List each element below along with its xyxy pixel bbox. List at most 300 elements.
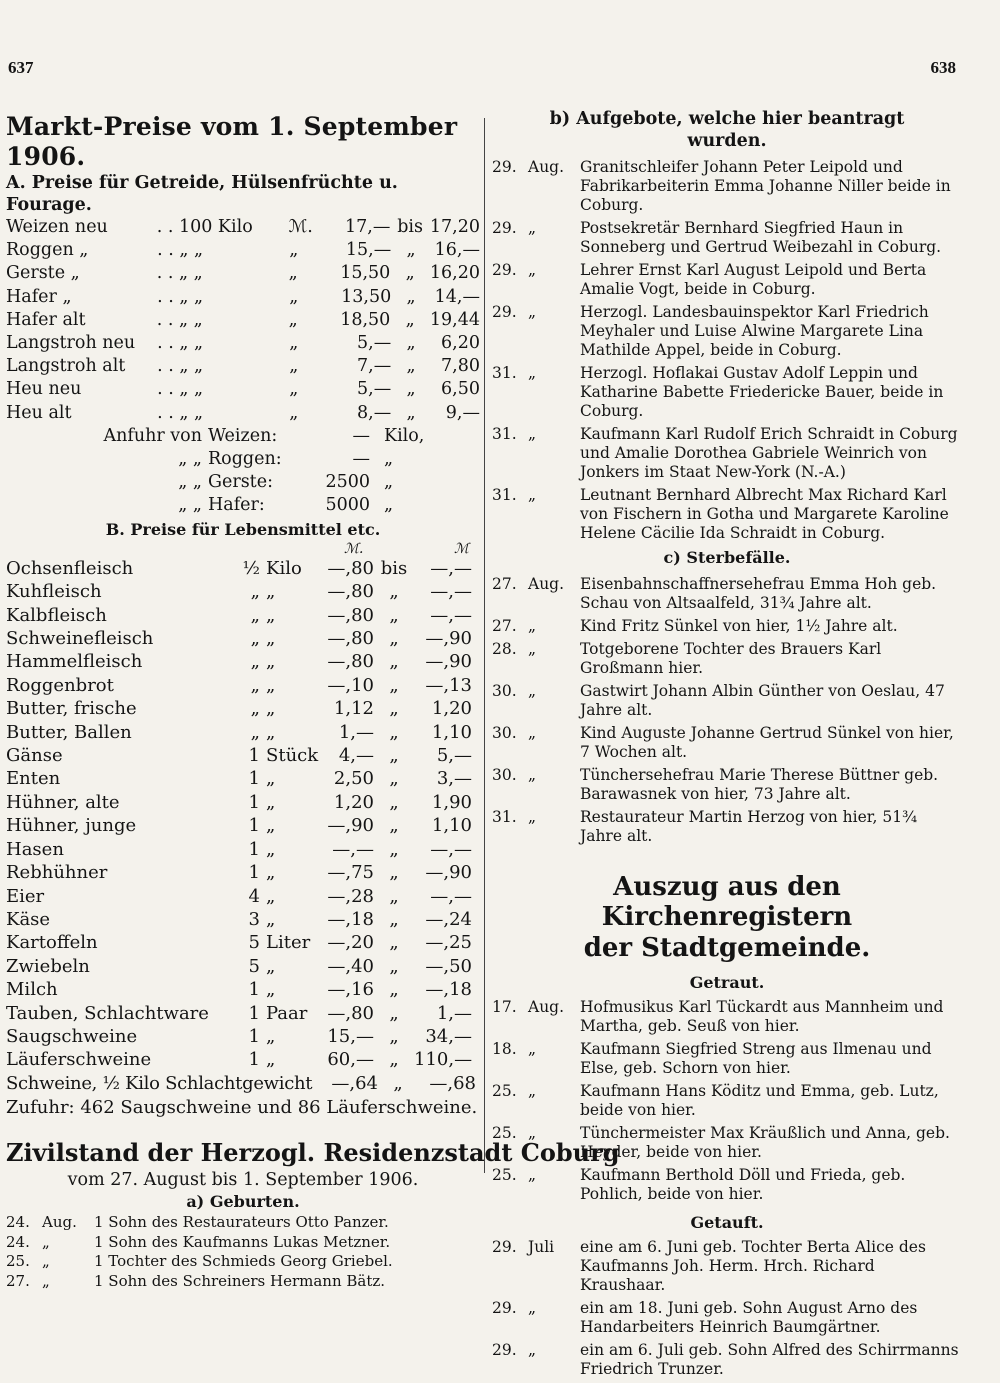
entry-month: Aug. — [42, 1213, 77, 1232]
entry-day: 29. — [492, 158, 517, 176]
baptism-entry — [492, 1341, 962, 1379]
grain-name: Hafer „ — [6, 286, 72, 307]
delivery-row — [6, 494, 480, 517]
entry-day: 28. — [492, 640, 517, 658]
marriage-entry — [492, 1124, 962, 1162]
food-unit: „ — [266, 862, 276, 884]
price-range-sep: „ — [406, 286, 416, 307]
entry-text: Totgeborene Tochter des Brauers Karl Großmann hier. — [580, 640, 882, 677]
church-excerpt-subtitle: der Stadtgemeinde. — [583, 933, 871, 963]
food-quantity: 1 — [248, 745, 260, 767]
currency-mark: „ — [288, 263, 298, 284]
price-low: 1,— — [338, 721, 374, 743]
food-row — [6, 838, 480, 861]
entry-day: 25. — [6, 1252, 30, 1271]
banns-entry — [492, 425, 962, 482]
food-unit: „ — [266, 1025, 276, 1047]
grain-quantity: . . „ „ — [157, 333, 204, 354]
death-entry — [492, 617, 962, 636]
price-range-sep: „ — [389, 979, 399, 1001]
price-range-sep: „ — [406, 333, 416, 354]
entry-month: „ — [528, 766, 537, 784]
food-unit: „ — [266, 955, 276, 977]
price-range-sep: „ — [389, 604, 399, 626]
food-name: Ochsenfleisch — [6, 557, 134, 579]
price-range-sep: „ — [389, 791, 399, 813]
grain-name: Gerste „ — [6, 263, 80, 284]
entry-day: 31. — [492, 425, 517, 443]
entry-day: 30. — [492, 766, 517, 784]
food-quantity: 1 — [248, 768, 260, 790]
right-column — [492, 108, 962, 1383]
grain-row — [6, 355, 480, 378]
marriages-heading: Getraut. — [689, 973, 765, 992]
banns-entry — [492, 219, 962, 257]
entry-text: Restaurateur Martin Herzog von hier, 51¾ Jahre alt. — [580, 808, 918, 845]
price-range-sep: „ — [389, 838, 399, 860]
food-unit: „ — [266, 698, 276, 720]
grain-quantity: . . „ „ — [157, 240, 204, 261]
price-range-sep: „ — [389, 674, 399, 696]
food-unit: „ — [266, 885, 276, 907]
price-range-sep: „ — [389, 651, 399, 673]
price-high: 1,10 — [431, 815, 472, 837]
food-row — [6, 978, 480, 1001]
price-low: —,80 — [327, 581, 374, 603]
price-high: 1,10 — [431, 721, 472, 743]
currency-mark: „ — [289, 356, 299, 377]
entry-month: „ — [528, 682, 537, 700]
entry-day: 29. — [492, 303, 517, 321]
banns-entry — [492, 303, 962, 360]
food-quantity: 1 — [248, 979, 260, 1001]
entry-month: „ — [42, 1232, 50, 1251]
food-row — [6, 604, 480, 627]
entry-month: „ — [528, 1166, 537, 1184]
food-name: Schweine, ½ Kilo Schlachtgewicht — [6, 1072, 313, 1094]
food-unit: „ — [266, 815, 276, 837]
food-quantity: 5 — [248, 955, 260, 977]
grain-row — [6, 378, 480, 401]
food-quantity: „ — [250, 581, 260, 603]
grain-row — [6, 286, 480, 309]
entry-month: „ — [528, 1299, 537, 1317]
price-high: 19,44 — [429, 309, 480, 330]
price-range-sep: „ — [406, 402, 416, 423]
price-high: —,— — [430, 557, 472, 579]
price-range-sep: „ — [393, 1072, 403, 1094]
food-quantity: „ — [250, 674, 260, 696]
entry-text: Kind Auguste Johanne Gertrud Sünkel von hier, 7 Wochen alt. — [580, 724, 954, 761]
food-name: Zwiebeln — [6, 955, 90, 977]
price-range-sep: „ — [406, 356, 416, 377]
price-low: —,80 — [327, 651, 374, 673]
entry-day: 25. — [492, 1166, 517, 1184]
food-row — [6, 885, 480, 908]
price-high: 1,20 — [431, 698, 472, 720]
grain-quantity: . . „ „ — [157, 356, 204, 377]
entry-day: 30. — [492, 724, 517, 742]
price-high: —,25 — [425, 932, 472, 954]
entry-text: Lehrer Ernst Karl August Leipold und Berta Amalie Vogt, beide in Coburg. — [580, 261, 927, 298]
food-row — [6, 814, 480, 837]
entry-day: 31. — [492, 486, 517, 504]
death-entry — [492, 682, 962, 720]
price-range-sep: „ — [389, 721, 399, 743]
grain-name: Hafer alt — [6, 309, 86, 330]
grain-price-list — [6, 216, 480, 425]
entry-text: Kaufmann Hans Köditz und Emma, geb. Lutz, beide von hier. — [580, 1082, 939, 1119]
entry-month: „ — [528, 808, 537, 826]
grain-name: Weizen neu — [6, 217, 108, 237]
grain-quantity: . . „ „ — [157, 286, 204, 307]
price-high: —,90 — [425, 862, 472, 884]
price-high: 16,— — [434, 240, 480, 261]
entry-text: Postsekretär Bernhard Siegfried Haun in Sonneberg und Gertrud Weibezahl in Coburg. — [580, 219, 942, 256]
grain-row — [6, 402, 480, 425]
entry-text: Granitschleifer Johann Peter Leipold und Fabrikarbeiterin Emma Johanne Niller beide in Coburg. — [580, 158, 951, 214]
entry-text: Kaufmann Siegfried Streng aus Ilmenau und Else, geb. Schorn von hier. — [580, 1040, 932, 1077]
food-row — [6, 1002, 480, 1025]
food-unit: „ — [266, 721, 276, 743]
marriage-entry — [492, 998, 962, 1036]
entry-text: Herzogl. Landesbauinspektor Karl Friedrich Meyhaler und Luise Alwine Margarete Lina Mathilde Appel, beide in Coburg. — [580, 303, 929, 359]
food-row — [6, 908, 480, 931]
marriage-entry — [492, 1166, 962, 1204]
grain-quantity: . . „ „ — [157, 379, 204, 400]
delivery-item: Weizen: — [208, 425, 278, 446]
entry-day: 27. — [6, 1271, 30, 1290]
price-low: —,90 — [327, 815, 374, 837]
entry-text: Herzogl. Hoflakai Gustav Adolf Leppin und Katharine Babette Friedericke Bauer, beide in Coburg. — [580, 364, 944, 420]
entry-text: 1 Sohn des Kaufmanns Lukas Metzner. — [94, 1232, 391, 1251]
entry-day: 25. — [492, 1124, 517, 1142]
food-row — [6, 955, 480, 978]
price-low: 60,— — [327, 1049, 374, 1071]
food-quantity: 1 — [248, 862, 260, 884]
currency-mark-b: ℳ — [454, 540, 469, 557]
entry-day: 29. — [492, 261, 517, 279]
entry-day: 25. — [492, 1082, 517, 1100]
entry-month: „ — [528, 261, 537, 279]
price-high: 17,20 — [429, 217, 480, 237]
food-row — [6, 627, 480, 650]
food-quantity: „ — [250, 604, 260, 626]
price-low: 8,— — [357, 402, 392, 423]
food-quantity: 1 — [248, 791, 260, 813]
baptisms-heading: Getauft. — [690, 1213, 764, 1232]
entry-month: Aug. — [528, 158, 565, 176]
food-name: Läuferschweine — [6, 1049, 152, 1071]
entry-text: Leutnant Bernhard Albrecht Max Richard Karl von Fischern in Gotha und Margarete Karoline Helene Cäcilie Ida Schraidt in Coburg. — [580, 486, 949, 542]
price-high: —,90 — [425, 651, 472, 673]
price-range-sep: „ — [389, 1002, 399, 1024]
food-name: Rebhühner — [6, 862, 108, 884]
banns-entry — [492, 158, 962, 215]
entry-text: Hofmusikus Karl Tückardt aus Mannheim und Martha, geb. Seuß von hier. — [580, 998, 944, 1035]
food-quantity: 1 — [248, 1049, 260, 1071]
delivery-item: Roggen: — [208, 448, 282, 469]
entry-day: 31. — [492, 364, 517, 382]
price-low: 1,12 — [333, 698, 374, 720]
price-high: —,50 — [425, 955, 472, 977]
price-high: —,— — [430, 604, 472, 626]
food-row — [6, 557, 480, 580]
entry-month: „ — [528, 640, 537, 658]
price-range-sep: „ — [406, 379, 416, 400]
marriage-entry — [492, 1082, 962, 1120]
births-list — [6, 1213, 480, 1291]
food-quantity: 1 — [248, 838, 260, 860]
food-row — [6, 791, 480, 814]
price-low: 4,— — [338, 745, 374, 767]
civil-registry-range: vom 27. August bis 1. September 1906. — [67, 1170, 419, 1191]
currency-mark: ℳ. — [288, 217, 313, 237]
entry-month: „ — [528, 219, 537, 237]
grain-row — [6, 216, 480, 239]
food-row — [6, 767, 480, 790]
price-low: —,75 — [327, 862, 374, 884]
price-low: 2,50 — [333, 768, 374, 790]
price-low: 15,— — [327, 1025, 374, 1047]
delivery-row — [6, 448, 480, 471]
food-row — [6, 650, 480, 673]
food-name: Milch — [6, 979, 58, 1001]
food-unit: „ — [266, 674, 276, 696]
entry-month: „ — [528, 486, 537, 504]
food-unit: „ — [266, 1049, 276, 1071]
entry-month: Juli — [528, 1238, 555, 1256]
price-low: —,80 — [327, 557, 374, 579]
price-high: —,— — [430, 885, 472, 907]
entry-text: 1 Sohn des Restaurateurs Otto Panzer. — [94, 1213, 389, 1232]
entry-day: 24. — [6, 1213, 30, 1232]
grain-name: Roggen „ — [6, 240, 89, 261]
baptism-entry — [492, 1299, 962, 1337]
price-low: —,28 — [327, 885, 374, 907]
entry-text: Tünchermeister Max Kräußlich und Anna, geb. Heyder, beide von hier. — [580, 1124, 950, 1161]
entry-month: „ — [528, 724, 537, 742]
currency-mark: „ — [288, 309, 298, 330]
entry-day: 29. — [492, 1238, 517, 1256]
page-number-left: 637 — [8, 58, 34, 77]
price-low: 17,— — [344, 217, 391, 237]
entry-month: „ — [528, 303, 537, 321]
price-low: —,40 — [327, 955, 374, 977]
food-row — [6, 1072, 480, 1095]
food-name: Enten — [6, 768, 61, 790]
food-name: Butter, Ballen — [6, 721, 132, 743]
price-high: 1,— — [436, 1002, 472, 1024]
entry-text: ein am 18. Juni geb. Sohn August Arno des Handarbeiters Heinrich Baumgärtner. — [580, 1299, 918, 1336]
birth-entry — [6, 1233, 480, 1253]
entry-day: 27. — [492, 617, 517, 635]
price-range-sep: „ — [405, 263, 415, 284]
page-number-right: 638 — [930, 58, 956, 77]
food-name: Kartoffeln — [6, 932, 98, 954]
food-unit: Stück — [266, 745, 319, 767]
price-high: —,18 — [425, 979, 472, 1001]
supply-note: Zufuhr: 462 Saugschweine und 86 Läuferschweine. — [6, 1097, 478, 1119]
food-quantity: „ — [250, 628, 260, 650]
entry-month: „ — [528, 1124, 537, 1142]
entry-text: Kind Fritz Sünkel von hier, 1½ Jahre alt. — [580, 617, 898, 635]
price-range-sep: „ — [389, 1049, 399, 1071]
delivery-amount: 2500 — [325, 471, 370, 492]
price-range-sep: „ — [389, 1025, 399, 1047]
price-high: 9,— — [445, 402, 480, 423]
price-range-sep: „ — [389, 581, 399, 603]
food-quantity: 1 — [248, 1025, 260, 1047]
food-row — [6, 861, 480, 884]
price-high: 110,— — [414, 1049, 473, 1071]
food-unit: „ — [266, 791, 276, 813]
currency-mark-a: ℳ. — [344, 540, 364, 557]
food-unit: Kilo — [266, 557, 302, 579]
price-range-sep: „ — [389, 932, 399, 954]
price-low: 15,— — [345, 240, 392, 261]
banns-entry — [492, 364, 962, 421]
price-low: —,80 — [327, 604, 374, 626]
food-name: Kalbfleisch — [6, 604, 107, 626]
grain-quantity: . . 100 Kilo — [156, 217, 253, 237]
price-range-sep: „ — [389, 955, 399, 977]
death-entry — [492, 640, 962, 678]
grain-name: Langstroh neu — [6, 333, 136, 354]
grain-quantity: . . „ „ — [156, 263, 203, 284]
entry-text: ein am 6. Juli geb. Sohn Alfred des Schirrmanns Friedrich Trunzer. — [580, 1341, 959, 1378]
death-entry — [492, 575, 962, 613]
currency-marks — [6, 541, 480, 557]
column-divider — [484, 118, 485, 1173]
price-high: 14,— — [434, 286, 480, 307]
grain-row — [6, 332, 480, 355]
death-entry — [492, 808, 962, 846]
food-name: Eier — [6, 885, 45, 907]
price-range-sep: „ — [389, 885, 399, 907]
delivery-amount: — — [352, 425, 370, 446]
price-low: 7,— — [357, 356, 392, 377]
food-unit: „ — [266, 979, 276, 1001]
food-quantity: 1 — [248, 1002, 260, 1024]
delivery-list — [6, 425, 480, 517]
delivery-amount: — — [352, 448, 370, 469]
entry-text: Gastwirt Johann Albin Günther von Oeslau, 47 Jahre alt. — [580, 682, 945, 719]
price-range-sep: „ — [405, 309, 415, 330]
birth-entry — [6, 1252, 480, 1272]
food-price-list — [6, 557, 480, 1095]
food-unit: „ — [266, 581, 276, 603]
food-unit: „ — [266, 768, 276, 790]
food-name: Roggenbrot — [6, 674, 114, 696]
church-excerpt-title: Auszug aus den Kirchenregistern — [601, 872, 853, 932]
grain-quantity: . . „ „ — [156, 309, 203, 330]
deaths-list — [492, 575, 962, 846]
delivery-unit: „ — [384, 494, 394, 515]
grain-row — [6, 262, 480, 285]
price-low: —,— — [332, 838, 374, 860]
food-name: Hammelfleisch — [6, 651, 143, 673]
section-b-heading: B. Preise für Lebensmittel etc. — [105, 519, 381, 539]
price-low: —,80 — [327, 628, 374, 650]
entry-day: 30. — [492, 682, 517, 700]
entry-day: 29. — [492, 219, 517, 237]
price-high: 6,50 — [441, 379, 480, 400]
delivery-label: „ „ — [178, 448, 202, 469]
price-low: 5,— — [357, 333, 392, 354]
baptism-entry — [492, 1238, 962, 1295]
price-low: 1,20 — [333, 791, 374, 813]
entry-day: 31. — [492, 808, 517, 826]
price-range-sep: „ — [389, 815, 399, 837]
delivery-label: Anfuhr von — [103, 425, 202, 446]
entry-month: „ — [528, 425, 537, 443]
grain-name: Heu neu — [6, 379, 82, 400]
food-unit: „ — [266, 628, 276, 650]
price-range-sep: „ — [389, 862, 399, 884]
entry-text: 1 Sohn des Schreiners Hermann Bätz. — [94, 1271, 386, 1290]
entry-day: 24. — [6, 1232, 30, 1251]
market-prices-title: Markt-Preise vom 1. September 1906. — [6, 112, 458, 171]
food-quantity: 5 — [248, 932, 260, 954]
food-name: Tauben, Schlachtware — [6, 1002, 209, 1024]
price-low: —,18 — [327, 908, 374, 930]
currency-mark: „ — [289, 379, 299, 400]
entry-day: 18. — [492, 1040, 517, 1058]
food-name: Schweinefleisch — [6, 628, 154, 650]
marriages-list — [492, 998, 962, 1204]
currency-mark: „ — [289, 402, 299, 423]
food-name: Hühner, alte — [6, 791, 120, 813]
price-low: 5,— — [357, 379, 392, 400]
price-range-sep: „ — [389, 768, 399, 790]
price-low: —,10 — [327, 674, 374, 696]
price-high: —,— — [430, 581, 472, 603]
entry-month: „ — [42, 1271, 50, 1290]
delivery-row — [6, 471, 480, 494]
entry-day: 29. — [492, 1341, 517, 1359]
price-range-sep: „ — [389, 698, 399, 720]
food-unit: Liter — [266, 932, 311, 954]
price-high: 5,— — [436, 745, 472, 767]
food-quantity: „ — [250, 651, 260, 673]
entry-text: eine am 6. Juni geb. Tochter Berta Alice des Kaufmanns Joh. Herm. Hrch. Richard Kraushaar. — [580, 1238, 926, 1294]
death-entry — [492, 766, 962, 804]
aufgebote-heading: b) Aufgebote, welche hier beantragt wurden. — [549, 109, 905, 151]
food-name: Gänse — [6, 745, 63, 767]
price-high: —,90 — [425, 628, 472, 650]
price-high: 16,20 — [429, 263, 480, 284]
food-unit: Paar — [266, 1002, 308, 1024]
food-row — [6, 580, 480, 603]
food-quantity: 1 — [248, 815, 260, 837]
food-row — [6, 931, 480, 954]
entry-text: 1 Tochter des Schmieds Georg Griebel. — [94, 1252, 393, 1271]
price-high: 34,— — [425, 1025, 472, 1047]
food-row — [6, 697, 480, 720]
grain-name: Heu alt — [6, 402, 72, 423]
price-high: 1,90 — [431, 791, 472, 813]
food-unit: „ — [266, 651, 276, 673]
currency-mark: „ — [289, 240, 299, 261]
food-quantity: „ — [250, 698, 260, 720]
entry-day: 29. — [492, 1299, 517, 1317]
grain-quantity: . . „ „ — [157, 402, 204, 423]
delivery-label: „ „ — [178, 494, 202, 515]
food-name: Hühner, junge — [6, 815, 137, 837]
entry-month: Aug. — [528, 998, 565, 1016]
food-name: Saugschweine — [6, 1025, 138, 1047]
